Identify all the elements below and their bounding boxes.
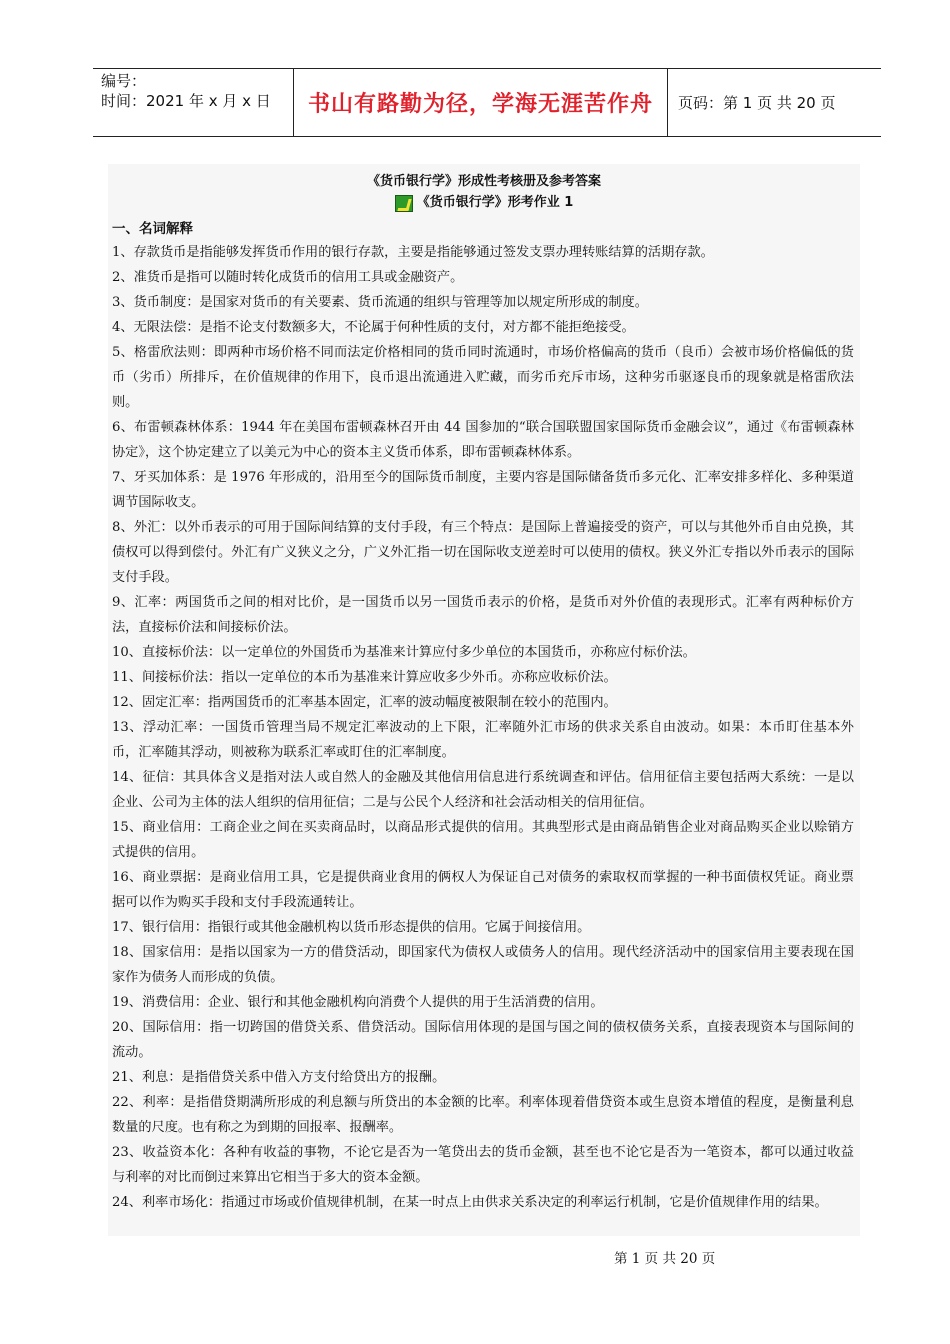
definition-item: 9、汇率：两国货币之间的相对比价，是一国货币以另一国货币表示的价格，是货币对外价值的表现形式。汇率有两种标价方法，直接标价法和间接标价法。	[112, 595, 854, 635]
definition-item: 15、商业信用：工商企业之间在买卖商品时，以商品形式提供的信用。其典型形式是由商品销售企业对商品购买企业以赊销方式提供的信用。	[112, 820, 854, 860]
header-meta	[93, 69, 293, 136]
definition-item: 11、间接标价法：指以一定单位的本币为基准来计算应收多少外币。亦称应收标价法。	[112, 670, 617, 685]
definition-item: 4、无限法偿：是指不论支付数额多大，不论属于何种性质的支付，对方都不能拒绝接受。	[112, 320, 635, 335]
header-page-info: 页码：第 1 页 共 20 页	[678, 94, 836, 112]
page-footer: 第 1 页 共 20 页	[614, 1251, 716, 1267]
definition-list	[108, 240, 860, 1215]
assignment-icon	[395, 195, 413, 212]
definition-item: 17、银行信用：指银行或其他金融机构以货币形态提供的信用。它属于间接信用。	[112, 920, 591, 935]
document-subtitle-row	[108, 192, 860, 214]
definition-item: 21、利息：是指借贷关系中借入方支付给贷出方的报酬。	[112, 1070, 446, 1085]
definition-item: 5、格雷欣法则：即两种市场价格不同而法定价格相同的货币同时流通时，市场价格偏高的货币（良币）会被市场价格偏低的货币（劣币）所排斥，在价值规律的作用下，良币退出流通进入贮藏，而劣币充斥市场，这种劣币驱逐良币的现象就是格雷欣法则。	[112, 345, 854, 410]
definition-item: 8、外汇：以外币表示的可用于国际间结算的支付手段，有三个特点：是国际上普遍接受的资产，可以与其他外币自由兑换，其债权可以得到偿付。外汇有广义狭义之分，广义外汇指一切在国际收支逆差时可以使用的债权。狭义外汇专指以外币表示的国际支付手段。	[112, 520, 854, 585]
definition-item: 6、布雷顿森林体系：1944 年在美国布雷顿森林召开由 44 国参加的“联合国联盟国家国际货币金融会议”，通过《布雷顿森林协定》，这个协定建立了以美元为中心的资本主义货币体系，即布雷顿森林体系。	[112, 420, 854, 460]
definition-item: 12、固定汇率：指两国货币的汇率基本固定，汇率的波动幅度被限制在较小的范围内。	[112, 695, 617, 710]
definition-item: 1、存款货币是指能够发挥货币作用的银行存款，主要是指能够通过签发支票办理转账结算的活期存款。	[112, 245, 714, 260]
document-body	[108, 164, 860, 1236]
definition-item: 16、商业票据：是商业信用工具，它是提供商业食用的俩权人为保证自己对债务的索取权而掌握的一种书面债权凭证。商业票据可以作为购买手段和支付手段流通转让。	[112, 870, 854, 910]
definition-item: 2、准货币是指可以随时转化成货币的信用工具或金融资产。	[112, 270, 464, 285]
definition-item: 23、收益资本化：各种有收益的事物，不论它是否为一笔贷出去的货币金额，甚至也不论它是否为一笔资本，都可以通过收益与利率的对比而倒过来算出它相当于多大的资本金额。	[112, 1145, 854, 1185]
document-title: 《货币银行学》形成性考核册及参考答案	[366, 174, 601, 189]
definition-item: 7、牙买加体系：是 1976 年形成的，沿用至今的国际货币制度，主要内容是国际储备货币多元化、汇率安排多样化、多种渠道调节国际收支。	[112, 470, 854, 510]
definition-item: 18、国家信用：是指以国家为一方的借贷活动，即国家代为债权人或债务人的信用。现代经济活动中的国家信用主要表现在国家作为债务人而形成的负债。	[112, 945, 854, 985]
section-heading: 一、名词解释	[112, 221, 193, 237]
header-motto: 书山有路勤为径，学海无涯苦作舟	[293, 69, 668, 136]
definition-item: 14、征信：其具体含义是指对法人或自然人的金融及其他信用信息进行系统调查和评估。信用征信主要包括两大系统：一是以企业、公司为主体的法人组织的信用征信；二是与公民个人经济和社会活动相关的信用征信。	[112, 770, 854, 810]
code-label: 编号：	[101, 72, 147, 90]
definition-item: 10、直接标价法：以一定单位的外国货币为基准来计算应付多少单位的本国货币，亦称应付标价法。	[112, 645, 696, 660]
definition-item: 22、利率：是指借贷期满所形成的利息额与所贷出的本金额的比率。利率体现着借贷资本或生息资本增值的程度，是衡量利息数量的尺度。也有称之为到期的回报率、报酬率。	[112, 1095, 854, 1135]
definition-item: 13、浮动汇率：一国货币管理当局不规定汇率波动的上下限，汇率随外汇市场的供求关系自由波动。如果：本币盯住基本外币，汇率随其浮动，则被称为联系汇率或盯住的汇率制度。	[112, 720, 854, 760]
document-subtitle: 《货币银行学》形考作业 1	[416, 195, 574, 210]
page-header	[93, 68, 881, 137]
time-label: 时间：2021 年 x 月 x 日	[101, 92, 271, 110]
definition-item: 20、国际信用：指一切跨国的借贷关系、借贷活动。国际信用体现的是国与国之间的债权债务关系，直接表现资本与国际间的流动。	[112, 1020, 854, 1060]
definition-item: 3、货币制度：是国家对货币的有关要素、货币流通的组织与管理等加以规定所形成的制度。	[112, 295, 648, 310]
definition-item: 19、消费信用：企业、银行和其他金融机构向消费个人提供的用于生活消费的信用。	[112, 995, 604, 1010]
definition-item: 24、利率市场化：指通过市场或价值规律机制，在某一时点上由供求关系决定的利率运行机制，它是价值规律作用的结果。	[112, 1195, 828, 1210]
